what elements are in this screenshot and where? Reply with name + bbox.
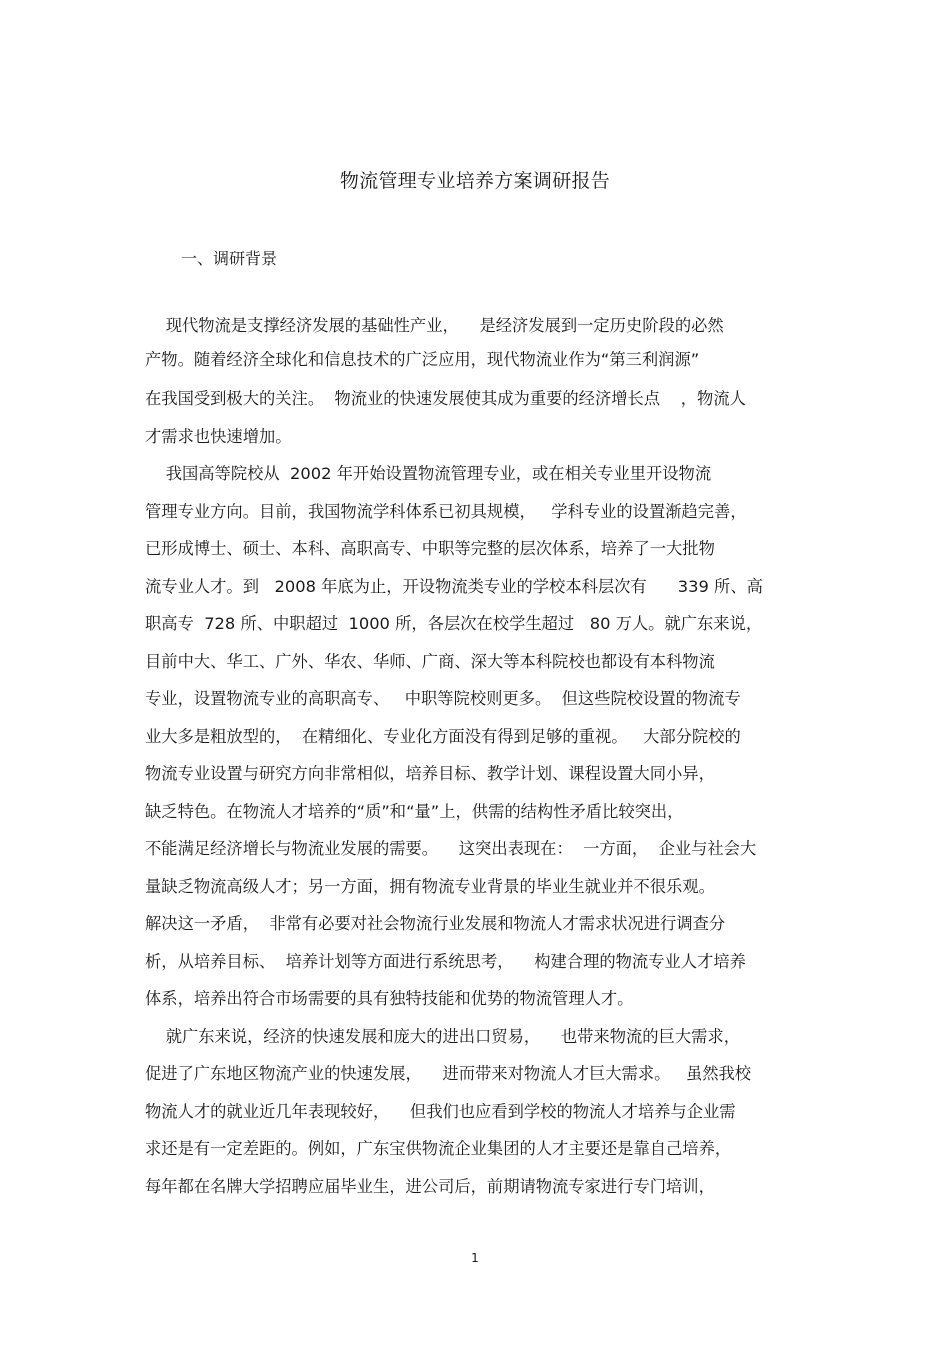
- section-heading: 一、调研背景: [181, 249, 278, 268]
- paragraph-line: 物流专业设置与研究方向非常相似，培养目标、教学计划、课程设置大同小异，: [145, 764, 715, 783]
- paragraph-line: 产物。随着经济全球化和信息技术的广泛应用，现代物流业作为“第三利润源”: [145, 350, 700, 369]
- paragraph-line: 专业，设置物流专业的高职高专、 中职等院校则更多。 但这些院校设置的物流专: [145, 689, 741, 708]
- paragraph-line: 解决这一矛盾， 非常有必要对社会物流行业发展和物流人才需求状况进行调查分: [145, 914, 726, 933]
- paragraph-line: 我国高等院校从 2002 年开始设置物流管理专业，或在相关专业里开设物流: [145, 464, 712, 483]
- paragraph-line: 已形成博士、硕士、本科、高职高专、中职等完整的层次体系，培养了一大批物: [145, 539, 715, 558]
- paragraph-line: 现代物流是支撑经济发展的基础性产业， 是经济发展到一定历史阶段的必然: [145, 316, 724, 335]
- paragraph-line: 不能满足经济增长与物流业发展的需要。 这突出表现在： 一方面， 企业与社会大: [145, 839, 757, 858]
- paragraph-line: 就广东来说，经济的快速发展和庞大的进出口贸易， 也带来物流的巨大需求，: [145, 1027, 740, 1046]
- paragraph-line: 在我国受到极大的关注。 物流业的快速发展使其成为重要的经济增长点 ，物流人: [145, 389, 746, 408]
- paragraph-line: 职高专 728 所、中职超过 1000 所，各层次在校学生超过 80 万人。就广东来说，: [145, 614, 763, 633]
- paragraph-line: 求还是有一定差距的。例如，广东宝供物流企业集团的人才主要还是靠自己培养，: [145, 1139, 732, 1158]
- paragraph-line: 物流人才的就业近几年表现较好， 但我们也应看到学校的物流人才培养与企业需: [145, 1102, 736, 1121]
- document-title: 物流管理专业培养方案调研报告: [339, 170, 611, 192]
- paragraph-line: 每年都在名牌大学招聘应届毕业生，进公司后，前期请物流专家进行专门培训，: [145, 1177, 715, 1196]
- paragraph-line: 管理专业方向。目前，我国物流学科体系已初具规模， 学科专业的设置渐趋完善，: [145, 502, 747, 521]
- paragraph-line: 量缺乏物流高级人才；另一方面，拥有物流专业背景的毕业生就业并不很乐观。: [145, 877, 715, 896]
- paragraph-line: 目前中大、华工、广外、华农、华师、广商、深大等本科院校也都设有本科物流: [145, 652, 715, 671]
- paragraph-line: 体系，培养出符合市场需要的具有独特技能和优势的物流管理人才。: [145, 989, 634, 1008]
- paragraph-line: 业大多是粗放型的， 在精细化、专业化方面没有得到足够的重视。 大部分院校的: [145, 727, 741, 746]
- page-number: 1: [471, 1251, 479, 1265]
- paragraph-line: 缺乏特色。在物流人才培养的“质”和“量”上，供需的结构性矛盾比较突出，: [145, 802, 684, 821]
- paragraph-line: 促进了广东地区物流产业的快速发展， 进而带来对物流人才巨大需求。 虽然我校: [145, 1064, 752, 1083]
- paragraph-line: 析，从培养目标、 培养计划等方面进行系统思考， 构建合理的物流专业人才培养: [145, 952, 746, 971]
- paragraph-line: 才需求也快速增加。: [145, 427, 292, 446]
- paragraph-line: 流专业人才。到 2008 年底为止，开设物流类专业的学校本科层次有 339 所、高: [145, 577, 763, 596]
